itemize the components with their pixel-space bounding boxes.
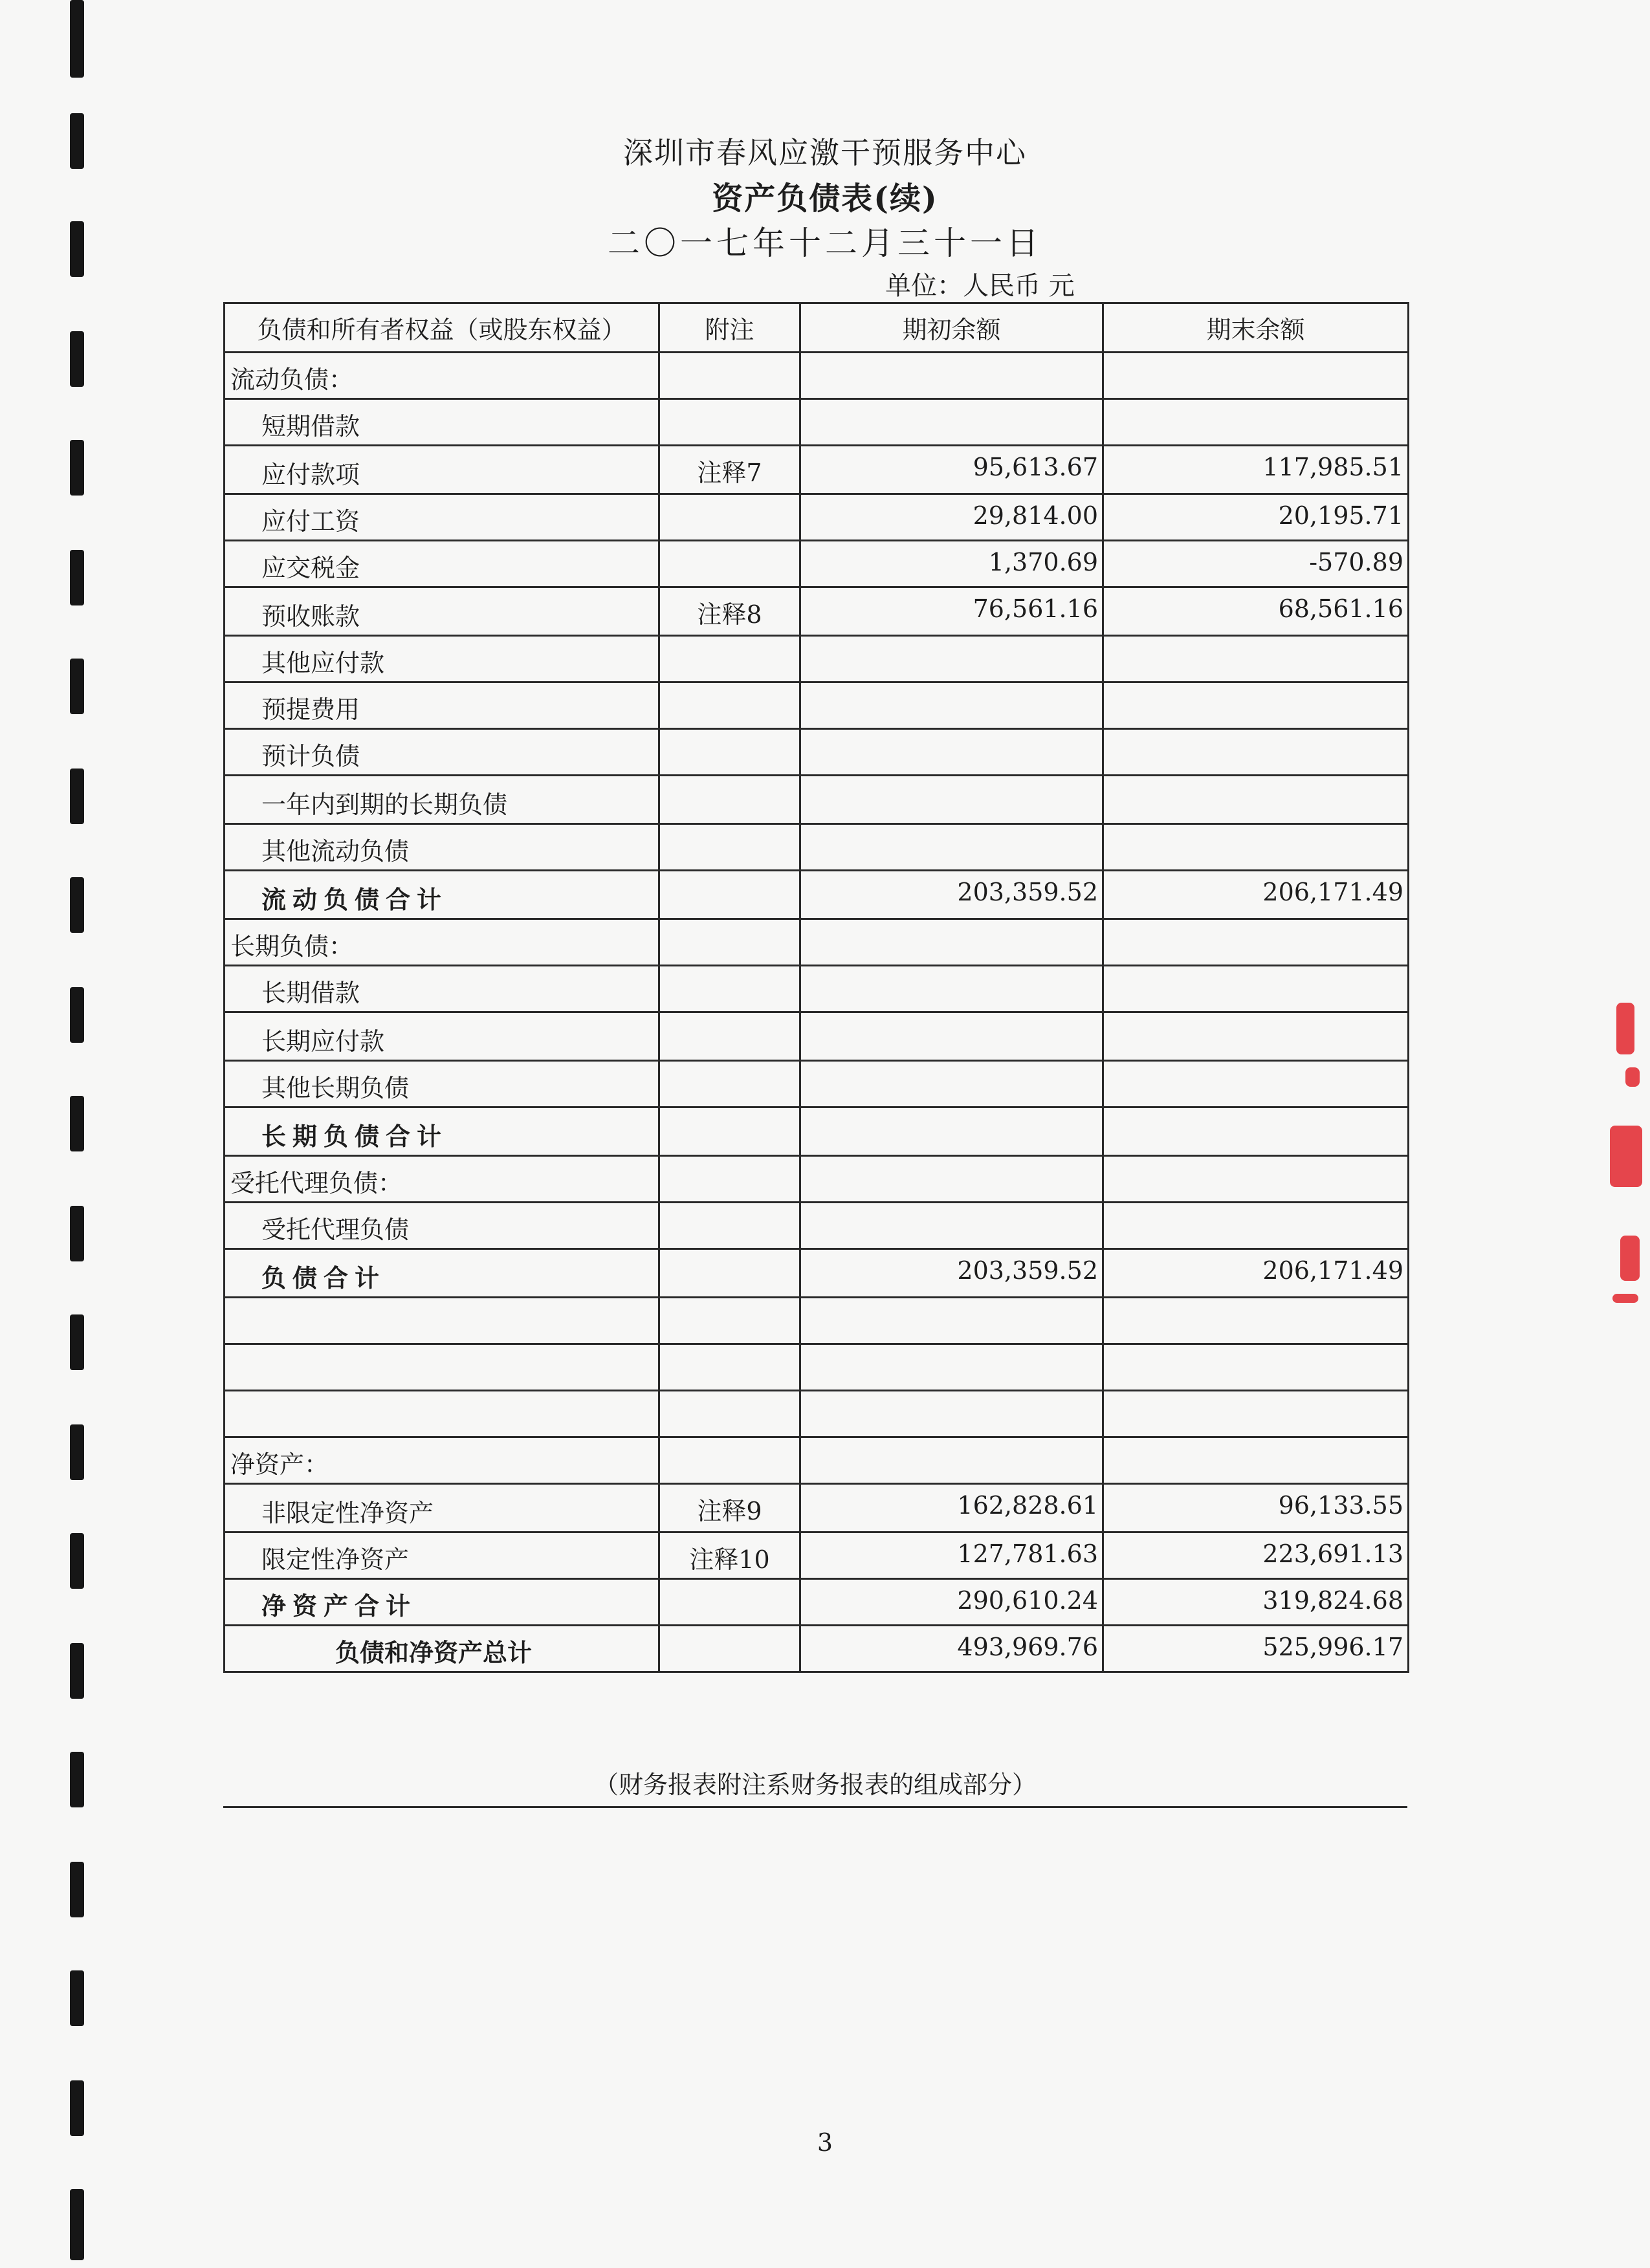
row-item-name: 应付款项 [225, 446, 659, 494]
row-ending-balance [1103, 1344, 1409, 1391]
row-beginning-balance [800, 776, 1103, 824]
row-item-name: 应付工资 [225, 494, 659, 541]
row-ending-balance [1103, 399, 1409, 446]
binding-hole [70, 1206, 84, 1261]
row-note [659, 682, 800, 729]
row-note [659, 1061, 800, 1107]
row-note [659, 494, 800, 541]
row-beginning-balance [800, 1437, 1103, 1484]
row-note [659, 1437, 800, 1484]
binding-hole [70, 1314, 84, 1370]
row-ending-balance: 206,171.49 [1103, 1249, 1409, 1298]
row-ending-balance [1103, 776, 1409, 824]
row-item-name: 长期借款 [225, 966, 659, 1012]
row-item-name [225, 1298, 659, 1344]
row-ending-balance: 20,195.71 [1103, 494, 1409, 541]
row-item-name: 预收账款 [225, 587, 659, 636]
binding-hole [70, 1752, 84, 1807]
row-ending-balance: 206,171.49 [1103, 871, 1409, 919]
row-item-name: 长期负债合计 [225, 1107, 659, 1156]
row-item-name: 其他应付款 [225, 636, 659, 682]
row-item-name: 受托代理负债： [225, 1156, 659, 1203]
row-note [659, 1298, 800, 1344]
row-note [659, 1626, 800, 1672]
row-ending-balance [1103, 966, 1409, 1012]
row-ending-balance [1103, 729, 1409, 776]
row-beginning-balance [800, 1012, 1103, 1061]
row-ending-balance: 68,561.16 [1103, 587, 1409, 636]
table-row [225, 1626, 1409, 1672]
binding-holes [70, 0, 92, 2268]
table-row [225, 1298, 1409, 1344]
row-item-name [225, 1344, 659, 1391]
table-row [225, 494, 1409, 541]
table-row [225, 1012, 1409, 1061]
row-ending-balance [1103, 353, 1409, 399]
row-note [659, 824, 800, 871]
row-beginning-balance [800, 1391, 1103, 1437]
row-item-name [225, 1391, 659, 1437]
binding-hole [70, 1096, 84, 1151]
row-beginning-balance: 493,969.76 [800, 1626, 1103, 1672]
row-ending-balance [1103, 919, 1409, 966]
row-ending-balance [1103, 1012, 1409, 1061]
row-item-name: 净资产合计 [225, 1579, 659, 1626]
table-row [225, 587, 1409, 636]
row-note [659, 919, 800, 966]
organization-name: 深圳市春风应激干预服务中心 [623, 135, 1027, 170]
row-note [659, 1344, 800, 1391]
row-item-name: 受托代理负债 [225, 1203, 659, 1249]
table-row [225, 1532, 1409, 1579]
row-ending-balance: -570.89 [1103, 541, 1409, 587]
binding-hole [70, 1533, 84, 1589]
column-header-item: 负债和所有者权益（或股东权益） [225, 303, 659, 353]
row-item-name: 负债和净资产总计 [225, 1626, 659, 1672]
column-header-note: 附注 [659, 303, 800, 353]
column-header-ending-balance: 期末余额 [1103, 303, 1409, 353]
table-row [225, 1107, 1409, 1156]
table-row [225, 919, 1409, 966]
table-row [225, 729, 1409, 776]
row-beginning-balance [800, 1344, 1103, 1391]
binding-hole [70, 331, 84, 387]
row-note [659, 1249, 800, 1298]
row-beginning-balance [800, 1203, 1103, 1249]
row-note [659, 1107, 800, 1156]
row-ending-balance: 117,985.51 [1103, 446, 1409, 494]
table-row [225, 1203, 1409, 1249]
binding-hole [70, 1970, 84, 2026]
row-note [659, 871, 800, 919]
row-ending-balance [1103, 1107, 1409, 1156]
table-row [225, 966, 1409, 1012]
table-row [225, 1391, 1409, 1437]
row-beginning-balance [800, 729, 1103, 776]
table-row [225, 871, 1409, 919]
row-ending-balance: 525,996.17 [1103, 1626, 1409, 1672]
page-number: 3 [817, 2128, 833, 2157]
table-row [225, 1156, 1409, 1203]
row-beginning-balance: 203,359.52 [800, 871, 1103, 919]
row-item-name: 流动负债合计 [225, 871, 659, 919]
row-note: 注释9 [659, 1484, 800, 1532]
row-beginning-balance [800, 919, 1103, 966]
table-row [225, 682, 1409, 729]
row-note: 注释7 [659, 446, 800, 494]
row-beginning-balance: 127,781.63 [800, 1532, 1103, 1579]
table-row [225, 1484, 1409, 1532]
table-row [225, 446, 1409, 494]
row-beginning-balance: 162,828.61 [800, 1484, 1103, 1532]
row-beginning-balance [800, 966, 1103, 1012]
row-note [659, 399, 800, 446]
table-row [225, 1249, 1409, 1298]
row-item-name: 限定性净资产 [225, 1532, 659, 1579]
report-title: 资产负债表(续) [712, 180, 938, 217]
row-note [659, 1579, 800, 1626]
row-item-name: 短期借款 [225, 399, 659, 446]
row-item-name: 应交税金 [225, 541, 659, 587]
row-ending-balance [1103, 1298, 1409, 1344]
row-item-name: 长期应付款 [225, 1012, 659, 1061]
report-date: 二〇一七年十二月三十一日 [608, 224, 1042, 262]
table-row [225, 1437, 1409, 1484]
row-note [659, 776, 800, 824]
row-beginning-balance [800, 353, 1103, 399]
red-seal-edge [1603, 990, 1649, 1326]
row-beginning-balance: 203,359.52 [800, 1249, 1103, 1298]
row-item-name: 长期负债： [225, 919, 659, 966]
row-ending-balance [1103, 1391, 1409, 1437]
binding-hole [70, 1424, 84, 1480]
row-item-name: 流动负债： [225, 353, 659, 399]
row-ending-balance [1103, 1203, 1409, 1249]
row-beginning-balance [800, 1298, 1103, 1344]
row-ending-balance: 96,133.55 [1103, 1484, 1409, 1532]
row-beginning-balance: 290,610.24 [800, 1579, 1103, 1626]
row-ending-balance [1103, 1156, 1409, 1203]
row-beginning-balance [800, 399, 1103, 446]
row-beginning-balance [800, 682, 1103, 729]
row-item-name: 净资产： [225, 1437, 659, 1484]
binding-hole [70, 550, 84, 605]
binding-hole [70, 769, 84, 824]
binding-hole [70, 0, 84, 78]
row-note: 注释8 [659, 587, 800, 636]
binding-hole [70, 1643, 84, 1699]
row-item-name: 一年内到期的长期负债 [225, 776, 659, 824]
balance-sheet-table [223, 302, 1409, 1673]
row-note [659, 353, 800, 399]
table-row [225, 1579, 1409, 1626]
row-ending-balance [1103, 1061, 1409, 1107]
row-ending-balance: 319,824.68 [1103, 1579, 1409, 1626]
table-row [225, 636, 1409, 682]
table-row [225, 353, 1409, 399]
row-note [659, 1156, 800, 1203]
row-ending-balance [1103, 1437, 1409, 1484]
table-bottom-rule [223, 1806, 1407, 1808]
row-item-name: 预计负债 [225, 729, 659, 776]
row-item-name: 预提费用 [225, 682, 659, 729]
row-note [659, 541, 800, 587]
table-header-row [225, 303, 1409, 353]
row-note [659, 1203, 800, 1249]
row-note [659, 1391, 800, 1437]
row-note [659, 1012, 800, 1061]
row-ending-balance [1103, 824, 1409, 871]
binding-hole [70, 2189, 84, 2260]
row-item-name: 负债合计 [225, 1249, 659, 1298]
row-item-name: 其他长期负债 [225, 1061, 659, 1107]
row-note [659, 966, 800, 1012]
row-ending-balance [1103, 682, 1409, 729]
binding-hole [70, 987, 84, 1043]
table-row [225, 824, 1409, 871]
table-row [225, 399, 1409, 446]
row-beginning-balance: 1,370.69 [800, 541, 1103, 587]
row-beginning-balance: 76,561.16 [800, 587, 1103, 636]
table-row [225, 776, 1409, 824]
row-beginning-balance: 95,613.67 [800, 446, 1103, 494]
row-note [659, 636, 800, 682]
table-row [225, 1061, 1409, 1107]
binding-hole [70, 440, 84, 496]
row-ending-balance [1103, 636, 1409, 682]
binding-hole [70, 877, 84, 933]
currency-unit: 单位：人民币 元 [885, 271, 1075, 301]
footnote: （财务报表附注系财务报表的组成部分） [593, 1771, 1037, 1799]
row-note: 注释10 [659, 1532, 800, 1579]
row-beginning-balance [800, 1156, 1103, 1203]
column-header-beginning-balance: 期初余额 [800, 303, 1103, 353]
binding-hole [70, 659, 84, 714]
table-row [225, 541, 1409, 587]
binding-hole [70, 1862, 84, 1917]
row-beginning-balance: 29,814.00 [800, 494, 1103, 541]
table-row [225, 1344, 1409, 1391]
row-beginning-balance [800, 1061, 1103, 1107]
row-beginning-balance [800, 636, 1103, 682]
row-item-name: 非限定性净资产 [225, 1484, 659, 1532]
row-note [659, 729, 800, 776]
row-beginning-balance [800, 1107, 1103, 1156]
row-beginning-balance [800, 824, 1103, 871]
row-item-name: 其他流动负债 [225, 824, 659, 871]
row-ending-balance: 223,691.13 [1103, 1532, 1409, 1579]
